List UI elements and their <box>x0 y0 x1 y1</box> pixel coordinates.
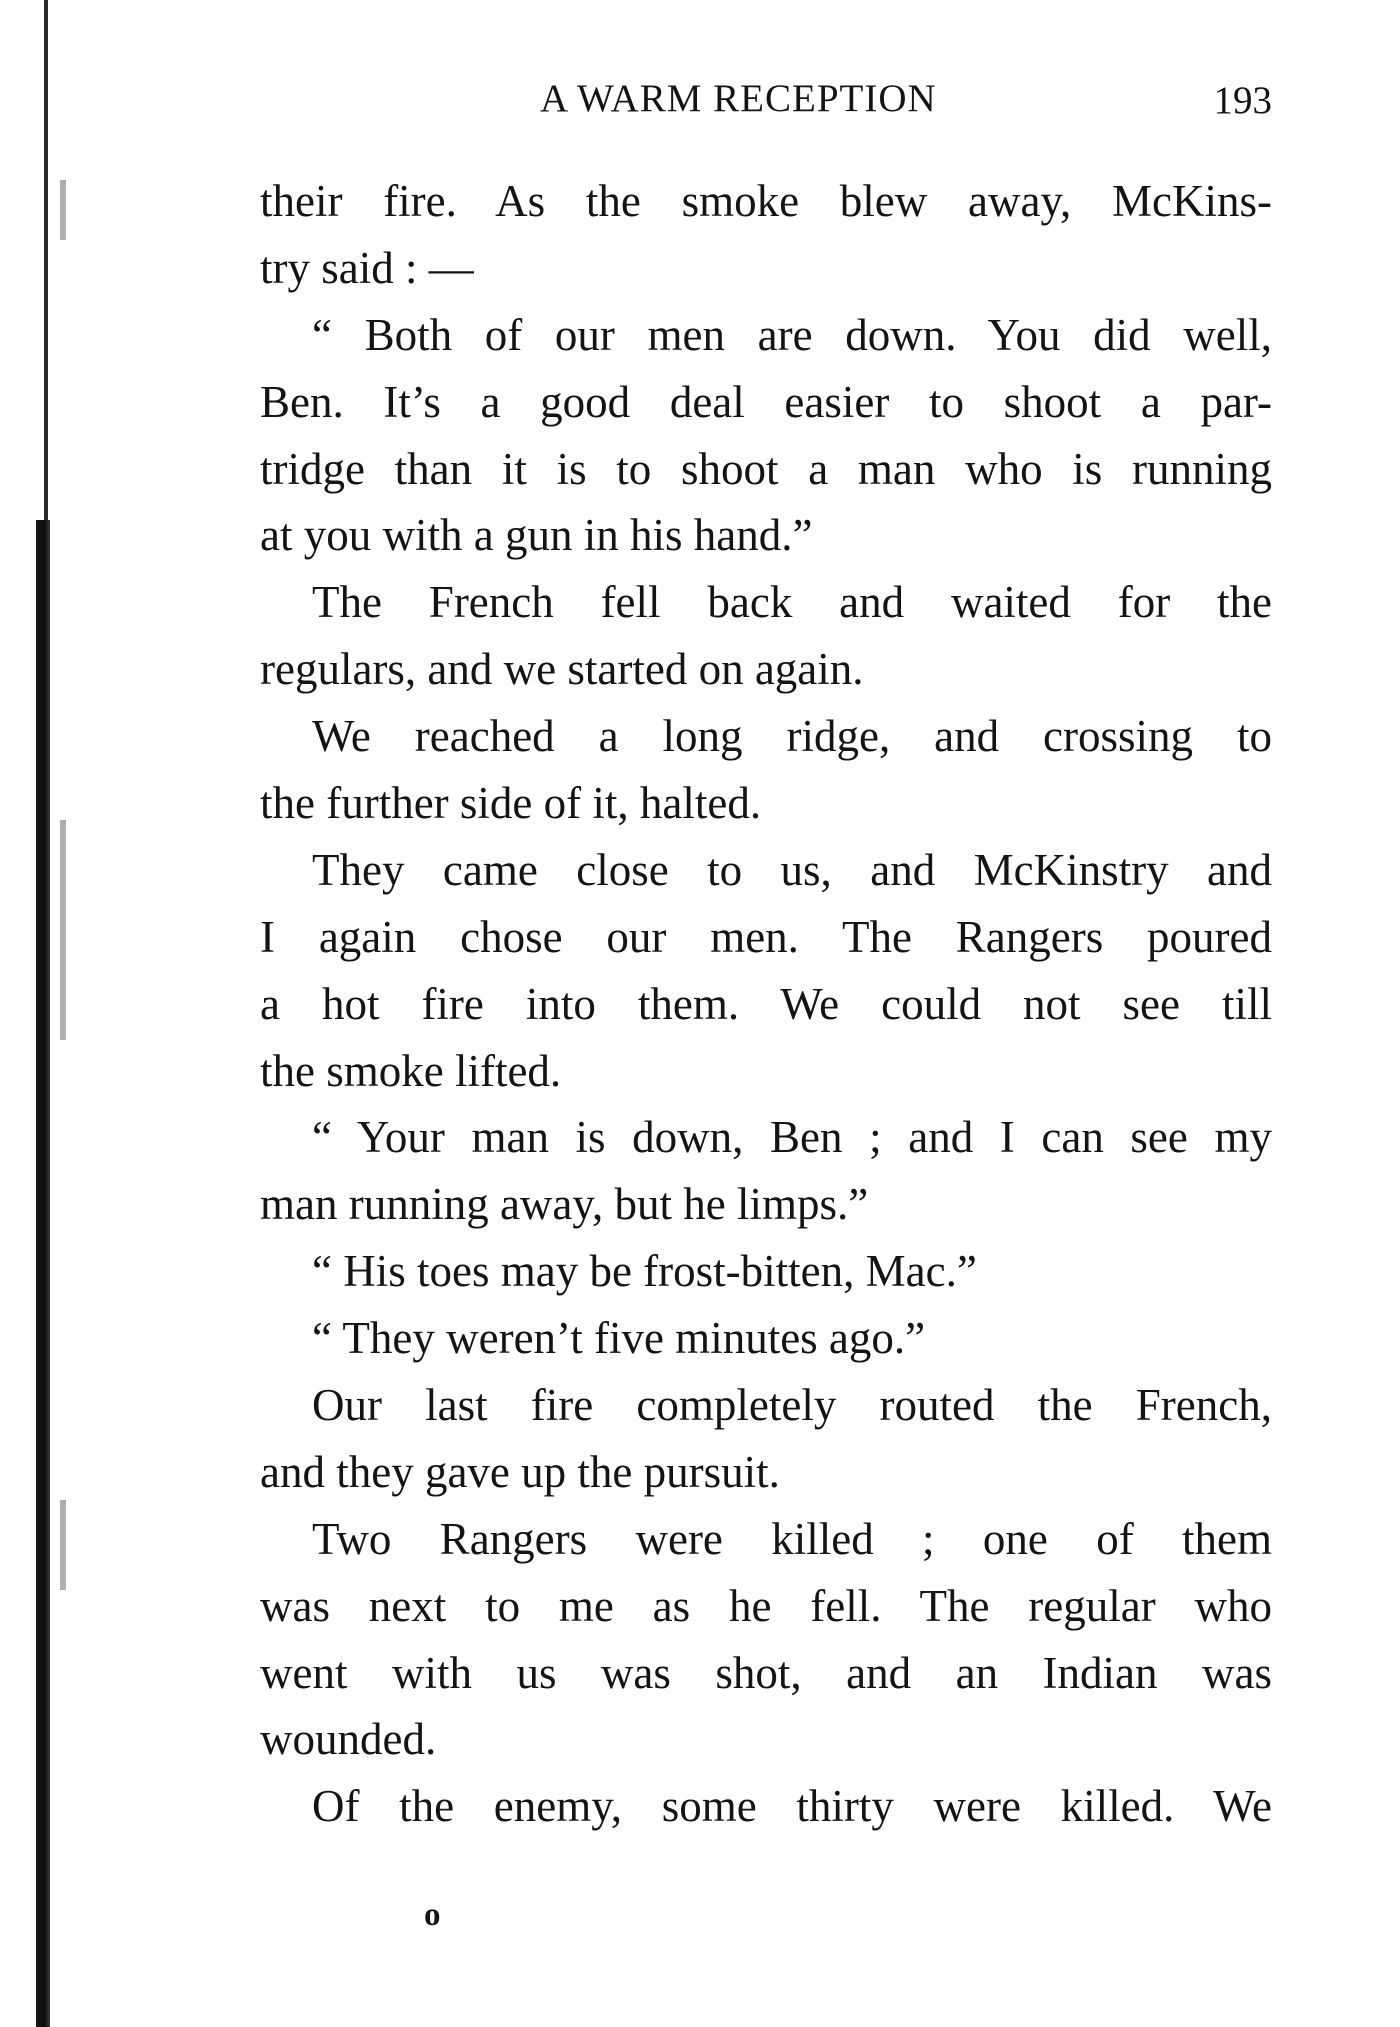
text-line: their fire. As the smoke blew away, McKins- <box>260 176 1272 226</box>
text-line: tridge than it is to shoot a man who is running <box>260 443 1272 494</box>
text-line: “ His toes may be frost-bitten, Mac.” <box>312 1246 977 1297</box>
text-line: man running away, but he limps.” <box>260 1179 869 1230</box>
text-line: the further side of it, halted. <box>260 778 762 829</box>
text-line: “ Both of our men are down. You did well, <box>312 309 1272 360</box>
text-line: Our last fire completely routed the French, <box>312 1380 1272 1431</box>
text-line: at you with a gun in his hand.” <box>260 510 813 561</box>
text-line: The French fell back and waited for the <box>312 577 1272 628</box>
running-title: A WARM RECEPTION <box>540 77 937 120</box>
text-line: They came close to us, and McKinstry and <box>312 844 1272 895</box>
text-line: was next to me as he fell. The regular who <box>260 1580 1272 1631</box>
text-line: went with us was shot, and an Indian was <box>260 1647 1272 1698</box>
text-line: I again chose our men. The Rangers poured <box>260 911 1272 962</box>
text-line: Of the enemy, some thirty were killed. We <box>312 1781 1272 1832</box>
binding-shadow <box>36 520 50 2027</box>
text-line: try said : — <box>260 242 474 293</box>
binding-speck <box>60 820 66 1040</box>
text-line: We reached a long ridge, and crossing to <box>312 711 1272 762</box>
binding-speck <box>60 1500 66 1590</box>
text-line: Ben. It’s a good deal easier to shoot a par- <box>260 376 1272 427</box>
text-line: “ Your man is down, Ben ; and I can see my <box>312 1112 1272 1163</box>
running-head <box>260 76 1272 130</box>
signature-mark: o <box>424 1897 441 1933</box>
binding-edge <box>44 0 48 520</box>
binding-speck <box>60 180 66 240</box>
text-line: “ They weren’t five minutes ago.” <box>312 1313 926 1364</box>
text-line: regulars, and we started on again. <box>260 644 864 695</box>
text-line: wounded. <box>260 1714 437 1765</box>
text-line: Two Rangers were killed ; one of them <box>312 1513 1272 1564</box>
page-number: 193 <box>1213 79 1272 122</box>
text-line: the smoke lifted. <box>260 1045 562 1096</box>
text-line: a hot fire into them. We could not see till <box>260 978 1272 1029</box>
text-line: and they gave up the pursuit. <box>260 1446 780 1497</box>
body-text <box>260 168 1272 1840</box>
